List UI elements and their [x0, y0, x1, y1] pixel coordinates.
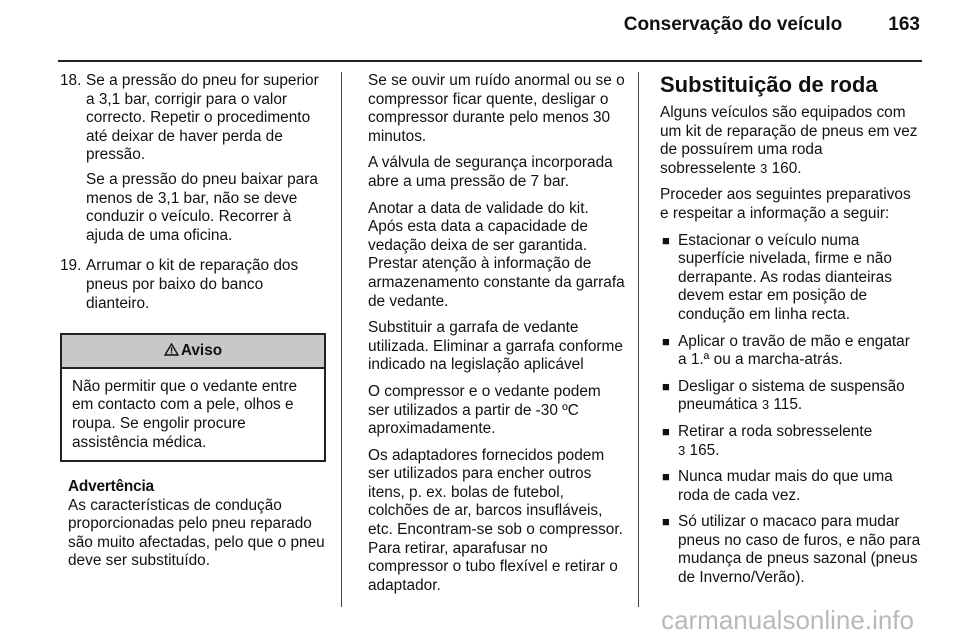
- column-right: [660, 72, 922, 596]
- page-reference[interactable]: 165.: [689, 441, 720, 459]
- list-item-text-body: Desligar o sistema de suspensão pneumática: [678, 377, 905, 414]
- bullet-icon: ■: [662, 333, 670, 349]
- paragraph: O compressor e o vedante podem ser utilizados a partir de -30 ºC aproximadamente.: [368, 382, 601, 438]
- step-number: 19.: [60, 257, 82, 275]
- list-item-text: Só utilizar o macaco para mudar pneus no caso de furos, e não para mudança de pneus sazonal (pneus de Inverno/Verão).: [678, 513, 921, 587]
- intro-text: Alguns veículos são equipados com um kit de reparação de pneus em vez de possuírem uma roda sobresselente: [660, 104, 918, 177]
- list-item-text: [678, 378, 922, 415]
- column-left: [60, 72, 326, 571]
- page-reference-icon: 3: [678, 442, 686, 458]
- step-text: Se a pressão do pneu for superior a 3,1 bar, corrigir para o valor correcto. Repetir o procedimento até deixar de haver perda de pressão.: [86, 72, 319, 164]
- section-title: Substituição de roda: [660, 72, 878, 97]
- list-item-text: Nunca mudar mais do que uma roda de cada vez.: [678, 468, 893, 504]
- lead-paragraph: Proceder aos seguintes preparativos e respeitar a informação a seguir:: [660, 186, 911, 222]
- page-reference-icon: 3: [761, 397, 770, 413]
- paragraph: Se se ouvir um ruído anormal ou se o compressor ficar quente, desligar o compressor durante pelo menos 30 minutos.: [368, 72, 625, 145]
- warning-triangle-icon: [164, 342, 179, 361]
- step-19: [60, 257, 326, 319]
- list-item-text-body: Retirar a roda sobresselente: [678, 422, 873, 440]
- column-divider-right: [638, 72, 639, 607]
- list-item: [660, 423, 922, 460]
- list-item-text: [678, 423, 922, 460]
- paragraph: Substituir a garrafa de vedante utilizada. Eliminar a garrafa conforme indicado na legislação aplicável: [368, 319, 623, 374]
- list-item: [660, 232, 922, 325]
- list-item-text: Estacionar o veículo numa superfície nivelada, firme e não derrapante. As rodas dianteiras devem estar em posição de condução em linha recta.: [678, 231, 892, 323]
- header-title: Conservação do veículo: [623, 14, 843, 35]
- list-item: [660, 378, 922, 415]
- paragraph: A válvula de segurança incorporada abre a uma pressão de 7 bar.: [368, 154, 613, 190]
- bullet-icon: ■: [662, 514, 670, 530]
- page-number: 163: [888, 14, 920, 35]
- page-header: [624, 14, 920, 36]
- column-divider-left: [341, 72, 342, 607]
- bullet-icon: ■: [662, 378, 670, 394]
- header-rule: [58, 60, 922, 62]
- list-item: [660, 513, 922, 587]
- bullet-icon: ■: [662, 232, 670, 248]
- page-reference[interactable]: 160.: [771, 159, 802, 177]
- page-reference[interactable]: 115.: [773, 396, 803, 414]
- bullet-icon: ■: [662, 423, 670, 439]
- warning-title: Aviso: [180, 342, 223, 360]
- step-text: Se a pressão do pneu baixar para menos de 3,1 bar, não se deve conduzir o veículo. Recorrer à ajuda de uma oficina.: [86, 170, 318, 244]
- watermark: carmanualsonline.info: [661, 605, 914, 635]
- paragraph: Anotar a data de validade do kit. Após esta data a capacidade de vedação deixa de ser garantida. Prestar atenção à informação de armazenamento constante da garrafa de vedante.: [368, 199, 625, 310]
- step-number: 18.: [60, 72, 82, 89]
- list-item: [660, 468, 922, 505]
- page-reference-icon: 3: [760, 160, 768, 176]
- bullet-icon: ■: [662, 469, 670, 485]
- warning-header: [62, 335, 324, 369]
- note-text: As características de condução proporcionadas pelo pneu reparado são muito afectadas, pelo que o pneu deve ser substituído.: [68, 496, 325, 570]
- warning-text: Não permitir que o vedante entre em contacto com a pele, olhos e roupa. Se engolir procure assistência médica.: [72, 377, 298, 451]
- column-middle: [368, 72, 626, 603]
- list-item: [660, 333, 922, 370]
- step-18: [60, 72, 326, 251]
- warning-box: [60, 333, 326, 462]
- intro-paragraph: [660, 104, 922, 178]
- step-text: Arrumar o kit de reparação dos pneus por baixo do banco dianteiro.: [86, 257, 299, 312]
- paragraph: Os adaptadores fornecidos podem ser utilizados para encher outros itens, p. ex. bolas de futebol, colchões de ar, barcos insufláveis, etc. Encontram-se sob o compressor. Para retirar, aparafusar no compressor o tubo flexível e retirar o adaptador.: [368, 446, 623, 594]
- note-title: Advertência: [68, 478, 154, 496]
- list-item-text: Aplicar o travão de mão e engatar a 1.ª ou a marcha-atrás.: [678, 332, 910, 369]
- note-block: [60, 478, 326, 571]
